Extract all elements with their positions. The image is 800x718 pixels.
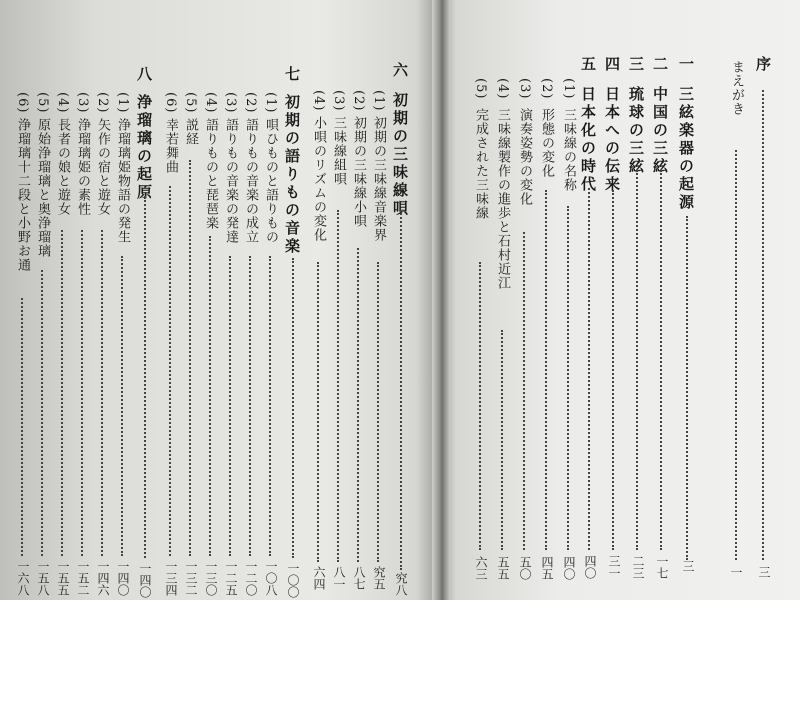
leader-dots [686,216,690,560]
page-number: 一五二 [76,560,90,596]
section-mark: (4) [311,90,326,112]
chapter-3-title: 琉球の三絃 [627,86,645,176]
section-title: 幸若舞曲 [163,118,178,174]
section-title: 三味線製作の進歩と石村近江 [495,108,510,290]
section-mark: (5) [183,92,198,114]
page-number: 一三四 [164,560,178,596]
page-number: 五〇 [518,556,532,580]
leader-dots [101,230,105,556]
section-mark: (2) [539,78,554,100]
page-number: 一四〇 [138,562,152,598]
page-number: 六三 [474,556,488,580]
chapter-5-num: 五 [579,56,597,74]
section-title: 原始浄瑠璃と奥浄瑠璃 [35,118,50,258]
page-number: 一六八 [16,560,30,596]
section-mark: (3) [331,90,346,112]
section-mark: (5) [473,78,488,100]
page-number: 四〇 [562,556,576,580]
leader-dots [144,196,148,558]
section-title: 語りもの音楽の成立 [243,118,258,244]
page-number: 一二五 [224,560,238,596]
leader-dots [357,248,361,562]
section-mark: (3) [517,78,532,100]
page-number: 四五 [540,556,554,580]
leader-dots [612,190,616,550]
leader-dots [523,232,527,550]
section-title: 三味線の名称 [561,108,576,192]
leader-dots [209,236,213,556]
section-title: 形態の変化 [539,108,554,178]
section-mark: (1) [263,92,278,114]
section-title: 長者の娘と遊女 [55,118,70,216]
section-title: 小唄のリズムの変化 [311,116,326,242]
page-number: 一三二 [184,560,198,596]
chapter-6-num: 六 [391,62,409,80]
page-number: 一三〇 [204,560,218,596]
section-mark: (2) [95,92,110,114]
page-number: 一二〇 [244,560,258,596]
chapter-2-title: 中国の三絃 [651,86,669,176]
chapter-5-title: 日本化の時代 [579,86,597,194]
leader-dots [317,262,321,562]
chapter-7-title: 初期の語りもの音楽 [283,94,301,256]
foreword-heading: まえがき [729,60,744,116]
section-title: 浄瑠璃姫の素性 [75,118,90,216]
leader-dots [660,170,664,550]
leader-dots [121,256,125,556]
page-number: 三 [681,560,695,572]
section-mark: (4) [495,78,510,100]
chapter-4-num: 四 [603,56,621,74]
page-number: 五五 [496,556,510,580]
chapter-1-num: 一 [677,56,695,74]
leader-dots [479,262,483,550]
section-mark: (1) [561,78,576,100]
section-mark: (3) [223,92,238,114]
leader-dots [400,210,404,570]
leader-dots [229,256,233,556]
leader-dots [249,256,253,556]
leader-dots [21,298,25,556]
leader-dots [292,258,296,558]
leader-dots [588,188,592,550]
page-number: 八一 [332,566,346,590]
section-mark: (1) [115,92,130,114]
leader-dots [189,160,193,556]
section-title: 完成された三味線 [473,108,488,220]
page-number: 三一 [607,555,621,579]
section-title: 語りもの音楽の発達 [223,118,238,244]
leader-dots [501,330,505,550]
leader-dots [377,262,381,562]
page-number: 一七 [655,555,669,579]
chapter-8-title: 浄瑠璃の起原 [135,94,153,202]
page-number: 究八 [394,572,408,596]
page-number: 一〇八 [264,560,278,596]
section-title: 語りものと琵琶楽 [203,118,218,230]
section-mark: (6) [15,92,30,114]
leader-dots [337,210,341,562]
page-number: 八七 [352,566,366,590]
page-number: 一五八 [36,560,50,596]
leader-dots [61,230,65,556]
chapter-8-num: 八 [135,66,153,84]
section-mark: (4) [55,92,70,114]
section-title: 初期の三味線音楽界 [371,116,386,242]
leader-dots [81,230,85,556]
leader-dots [735,150,739,560]
page-number: 四〇 [583,555,597,579]
section-title: 説経 [183,118,198,146]
page-number: 三 [757,566,771,578]
chapter-7-num: 七 [283,66,301,84]
section-title: 演奏姿勢の変化 [517,108,532,206]
section-mark: (5) [35,92,50,114]
page-number: 一五五 [56,560,70,596]
section-title: 浄瑠璃十二段と小野お通 [15,118,30,272]
section-mark: (2) [243,92,258,114]
page-number: 究五 [372,566,386,590]
section-title: 唄ひものと語りもの [263,118,278,244]
section-title: 矢作の宿と遊女 [95,118,110,216]
page-number: 一 [729,566,743,578]
book-gutter [432,0,450,600]
page-number: 一〇〇 [286,562,300,598]
section-mark: (1) [371,90,386,112]
section-title: 初期の三味線小唄 [351,116,366,228]
leader-dots [269,256,273,556]
leader-dots [567,206,571,550]
chapter-1-title: 三絃楽器の起源 [677,86,695,212]
leader-dots [762,90,766,560]
leader-dots [545,190,549,550]
chapter-4-title: 日本への伝来 [603,86,621,194]
section-mark: (4) [203,92,218,114]
leader-dots [636,170,640,550]
section-title: 浄瑠璃姫物語の発生 [115,118,130,244]
chapter-6-title: 初期の三味線唄 [391,92,409,218]
section-mark: (6) [163,92,178,114]
chapter-3-num: 三 [627,56,645,74]
page-number: 一四〇 [116,560,130,596]
leader-dots [169,186,173,556]
leader-dots [41,270,45,556]
section-mark: (3) [75,92,90,114]
page-number: 六四 [312,566,326,590]
preface-heading: 序 [754,56,772,74]
chapter-2-num: 二 [651,56,669,74]
section-mark: (2) [351,90,366,112]
page-number: 一四六 [96,560,110,596]
page-number: 二三 [631,555,645,579]
section-title: 三味線組唄 [331,116,346,186]
